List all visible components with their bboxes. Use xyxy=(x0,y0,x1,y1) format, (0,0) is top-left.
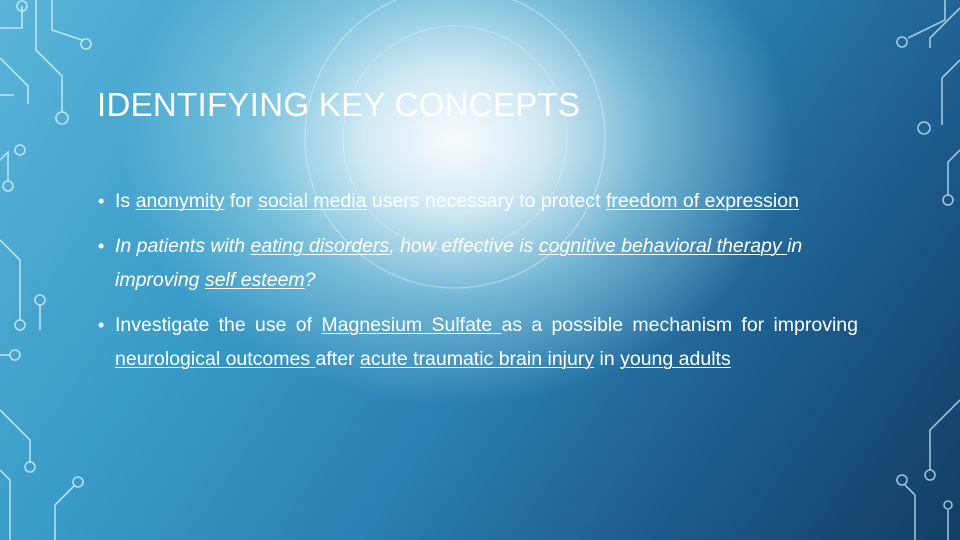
segment: Investigate the use of xyxy=(115,314,322,336)
slide-title: IDENTIFYING KEY CONCEPTS xyxy=(97,86,581,123)
key-concept: eating disorders xyxy=(250,235,390,257)
key-concept: self esteem xyxy=(204,269,305,291)
key-concept: social media xyxy=(258,190,367,212)
bullet-marker: • xyxy=(98,236,105,256)
bullet-marker: • xyxy=(98,315,105,335)
bullet-item-1 xyxy=(98,184,858,218)
bullet-item-3 xyxy=(98,308,858,376)
key-concept: Magnesium Sulfate xyxy=(321,314,502,336)
segment: as a possible mechanism for improving xyxy=(501,314,858,336)
bullet-item-2 xyxy=(98,229,858,297)
key-concept: neurological outcomes xyxy=(115,348,316,370)
segment: Is xyxy=(115,190,136,212)
segment: users necessary to protect xyxy=(366,190,606,212)
circuit-left xyxy=(0,0,91,540)
key-concept: acute traumatic brain injury xyxy=(359,348,595,370)
segment: in xyxy=(594,348,621,370)
segment: ? xyxy=(304,269,316,291)
key-concept: cognitive behavioral therapy xyxy=(538,235,788,257)
segment: for xyxy=(224,190,259,212)
bullet-list xyxy=(98,184,858,387)
segment: In patients with xyxy=(115,235,251,257)
segment: after xyxy=(315,348,360,370)
circuit-right xyxy=(897,0,960,540)
key-concept: anonymity xyxy=(135,190,225,212)
segment: , how effective is xyxy=(389,235,539,257)
bullet-marker: • xyxy=(98,191,105,211)
segment: in improving xyxy=(115,235,803,291)
key-concept: freedom of expression xyxy=(605,190,799,212)
key-concept: young adults xyxy=(620,348,731,370)
